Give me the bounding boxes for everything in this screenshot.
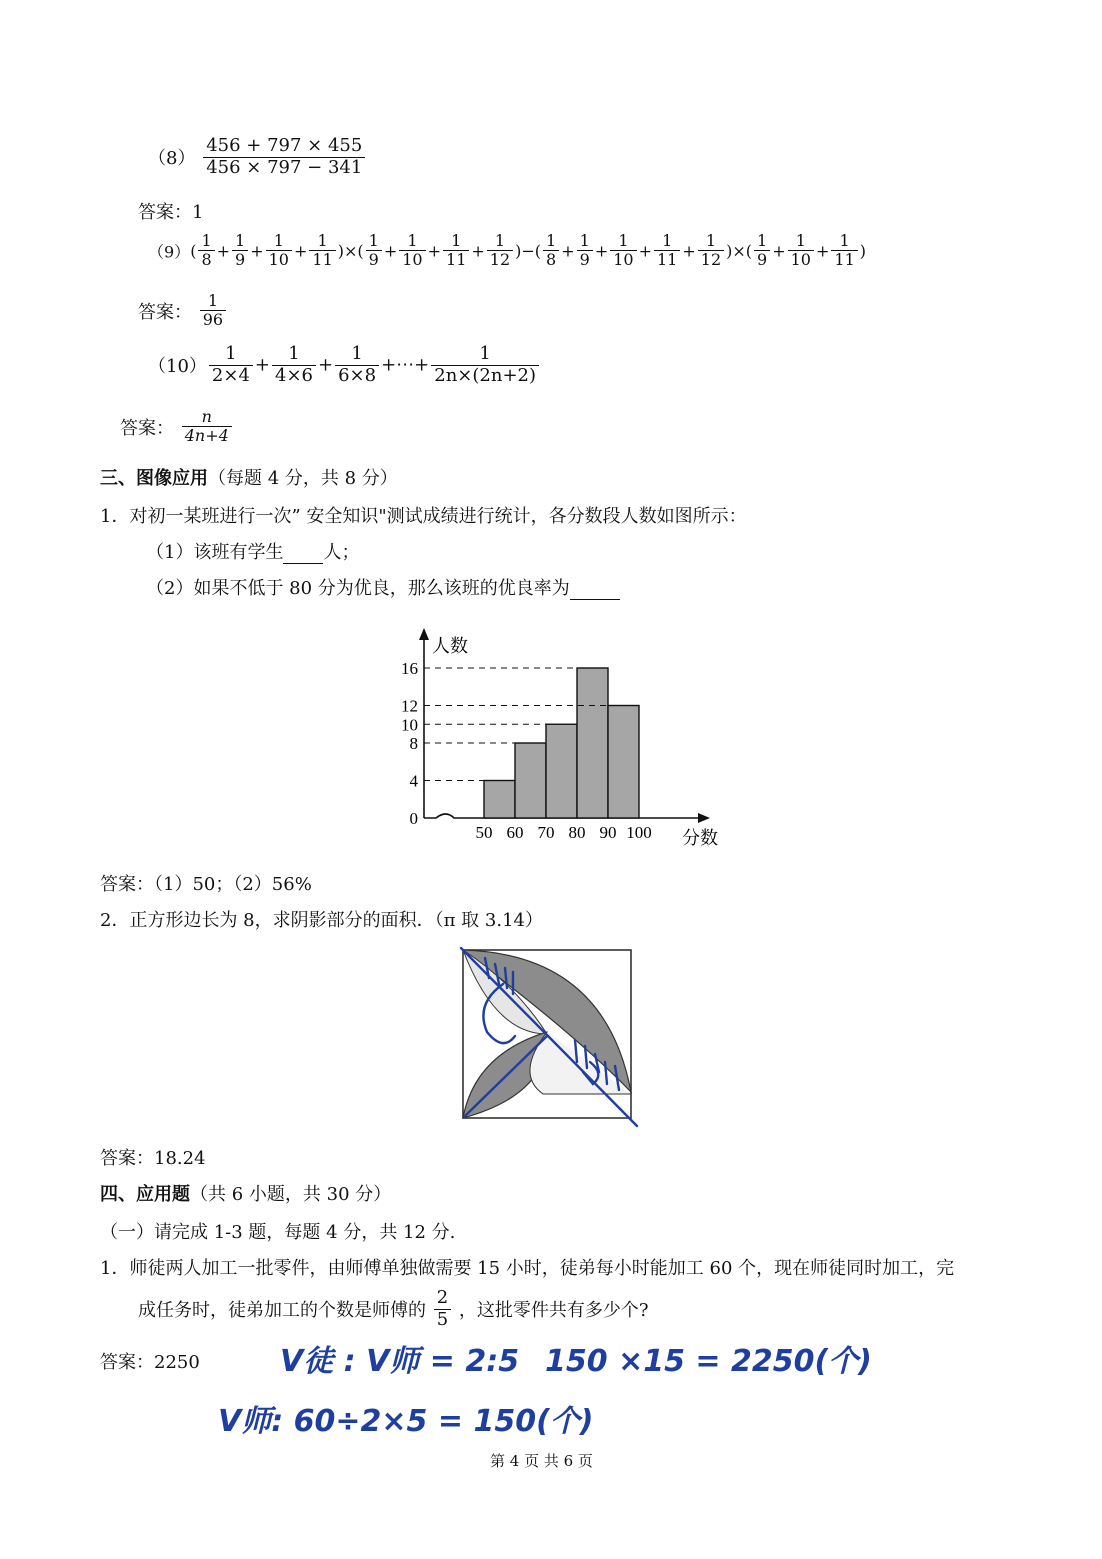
histogram-chart: [380, 622, 740, 854]
q9-fraction: $\frac{1}{12}$: [487, 232, 513, 270]
section4-heading: 四、应用题（共 6 小题，共 30 分）: [100, 1184, 392, 1205]
plus-sign: +: [638, 241, 652, 261]
histogram-bar: [608, 706, 639, 819]
q10-term-fraction: $\frac{1}{6\times 8}$: [335, 344, 379, 386]
handwriting-line1: V徒 : V师 = 2:5: [280, 1344, 520, 1379]
y-axis-label: 人数: [432, 636, 468, 656]
histogram-bar: [546, 724, 577, 818]
plus-sign: +: [815, 241, 830, 261]
y-tick-label: 12: [401, 696, 418, 716]
q10-answer-fraction: $\frac{n}{4n+4}$: [182, 408, 232, 446]
x-tick-label: 90: [599, 823, 617, 842]
q9-fraction: $\frac{1}{9}$: [366, 232, 382, 270]
y-tick-label: 4: [409, 771, 418, 791]
plus-sign: +: [318, 354, 334, 376]
section3-heading: 三、图像应用（每题 4 分，共 8 分）: [100, 468, 398, 489]
x-tick-label: 50: [475, 823, 493, 842]
q9-line: [148, 232, 866, 270]
q9-fraction: $\frac{1}{10}$: [788, 232, 814, 270]
q8-line: [148, 136, 367, 178]
q9-fraction: $\frac{1}{10}$: [399, 232, 425, 270]
q8-fraction: [203, 136, 365, 178]
square-shaded-figure: [455, 944, 645, 1129]
y-tick-label: 0: [409, 809, 418, 828]
q8-answer: 答案：1: [138, 202, 204, 223]
histogram-bar: [515, 743, 546, 818]
x-tick-label: 70: [537, 823, 555, 842]
q8-numerator: 456 + 797 × 455: [203, 136, 365, 158]
page-footer: 第 4 页 共 6 页: [490, 1452, 593, 1470]
handwriting-line3: V师: 60÷2×5 = 150(个): [218, 1404, 594, 1439]
q9-fraction: $\frac{1}{11}$: [443, 232, 469, 270]
q9-fraction: $\frac{1}{8}$: [198, 232, 214, 270]
plus-sign: +: [682, 241, 696, 261]
paren-close: ): [859, 241, 866, 261]
plus-sign: +: [471, 241, 485, 261]
x-tick-label: 100: [626, 823, 652, 842]
x-axis-label: 分数: [682, 828, 718, 848]
answer-blank-2[interactable]: [570, 578, 620, 600]
answer-blank-1[interactable]: [283, 542, 323, 564]
q9-label: （9）: [148, 242, 191, 262]
histogram-bar: [484, 781, 515, 819]
section4-subheading: （一）请完成 1-3 题，每题 4 分，共 12 分.: [100, 1222, 456, 1243]
minus-sign: −: [521, 241, 535, 261]
s3q2-answer: 答案：18.24: [100, 1148, 206, 1169]
paren-open: (: [745, 241, 753, 261]
paren-open: (: [357, 241, 364, 261]
y-axis-arrow: [419, 628, 429, 640]
q8-label: （8）: [148, 148, 196, 170]
s3q1-stem: 1．对初一某班进行一次” 安全知识"测试成绩进行统计，各分数段人数如图所示：: [100, 506, 747, 527]
plus-sign: +: [594, 241, 609, 261]
q9-fraction: $\frac{1}{10}$: [266, 232, 292, 270]
q9-fraction: $\frac{1}{12}$: [698, 232, 724, 270]
q9-fraction: $\frac{1}{9}$: [577, 232, 593, 270]
q10-line: [148, 344, 541, 386]
times-sign: ×: [732, 241, 746, 261]
q9-answer-fraction: $\frac{1}{96}$: [200, 292, 226, 330]
paren-close: ): [515, 241, 522, 261]
s4q1-answer: 答案：2250: [100, 1352, 200, 1373]
paren-close: ): [726, 241, 733, 261]
handwriting-line2: 150 ×15 = 2250(个): [545, 1344, 872, 1379]
times-sign: ×: [344, 241, 358, 261]
s4q1-line2: 成任务时，徒弟加工的个数是师傅的 $\frac{2}{5}$ ，这批零件共有多少个?: [138, 1287, 649, 1330]
q10-term-fraction: $\frac{1}{4\times 6}$: [272, 344, 316, 386]
q10-last-fraction: $\frac{1}{2n\times(2n+2)}$: [431, 344, 539, 386]
plus-sign: +: [293, 241, 308, 261]
plus-sign: +: [216, 241, 231, 261]
x-tick-label: 80: [568, 823, 586, 842]
paren-open: (: [534, 241, 542, 261]
q10-term-fraction: $\frac{1}{2\times 4}$: [209, 344, 253, 386]
s4q1-fraction: $\frac{2}{5}$: [434, 1288, 451, 1330]
q8-denominator: 456 × 797 − 341: [206, 156, 363, 178]
q10-answer: 答案： $\frac{n}{4n+4}$: [120, 408, 234, 446]
q9-fraction: $\frac{1}{10}$: [610, 232, 636, 270]
q9-fraction: $\frac{1}{11}$: [831, 232, 857, 270]
plus-sign: +: [427, 241, 442, 261]
s3q1-sub2: （2）如果不低于 80 分为优良，那么该班的优良率为: [146, 574, 620, 600]
y-tick-label: 8: [409, 734, 418, 753]
q9-fraction: $\frac{1}{8}$: [543, 232, 559, 270]
s3q1-answer: 答案：（1）50；（2）56%: [100, 874, 312, 895]
plus-sign: +: [772, 241, 786, 261]
ellipsis: +⋯+: [381, 354, 430, 376]
q9-fraction: $\frac{1}{11}$: [654, 232, 680, 270]
q9-fraction: $\frac{1}{9}$: [754, 232, 770, 270]
q9-fraction: $\frac{1}{9}$: [232, 232, 248, 270]
plus-sign: +: [561, 241, 575, 261]
plus-sign: +: [254, 354, 270, 376]
s3q2-stem: 2．正方形边长为 8，求阴影部分的面积．（π 取 3.14）: [100, 910, 543, 931]
x-tick-label: 60: [506, 823, 524, 842]
s3q1-sub1: （1）该班有学生 人；: [146, 542, 360, 563]
paren-open: (: [190, 241, 197, 261]
histogram-bar: [577, 668, 608, 818]
paren-close: ): [337, 241, 344, 261]
q9-answer: 答案： $\frac{1}{96}$: [138, 292, 228, 330]
s4q1-line1: 1．师徒两人加工一批零件，由师傅单独做需要 15 小时，徒弟每小时能加工 60 个，现在师徒同时加工，完: [100, 1258, 955, 1279]
plus-sign: +: [383, 241, 398, 261]
q9-fraction: $\frac{1}{11}$: [309, 232, 335, 270]
x-axis-arrow: [698, 813, 710, 823]
plus-sign: +: [250, 241, 264, 261]
q10-label: （10）: [148, 356, 207, 378]
y-tick-label: 10: [401, 715, 418, 735]
y-tick-label: 16: [401, 659, 418, 678]
